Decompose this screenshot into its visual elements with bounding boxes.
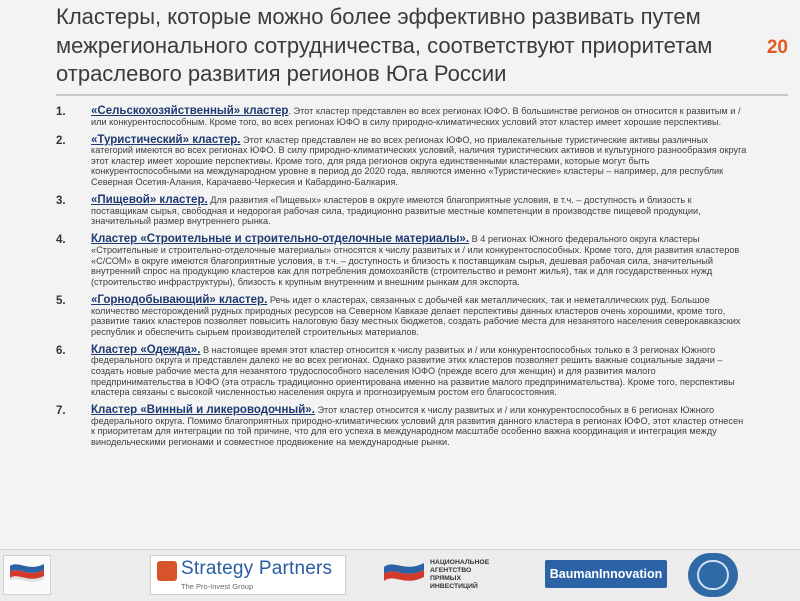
cluster-heading: Кластер «Одежда». [91, 343, 201, 356]
cluster-text [91, 295, 748, 337]
cluster-heading: «Горнодобывающий» кластер. [91, 293, 268, 306]
napi-text: НАЦИОНАЛЬНОЕ АГЕНТСТВО ПРЯМЫХ ИНВЕСТИЦИЙ [430, 559, 490, 590]
cluster-item [56, 195, 748, 227]
cluster-body: В настоящее время этот кластер относится к числу развитых и / или конкурентоспособных только в 3 регионах Южного федерального округа и представлен далеко не во всех регионах. Однако развитие этих кластеров позволяет решить важные социальные задачи – создать новые рабочие места для незанятого трудоспособного населения ЮФО (прежде всего для женщин) и для развития малого предпринимательства в ЮФО (эта отрасль традиционно ориентирована именно на развитие малого предпринимательства). Кроме того, перспективы кластера связаны с высокой численностью населения округа и прогнозируемым ростом его благосостояния. [91, 344, 735, 398]
cluster-text [91, 135, 748, 188]
cluster-item [56, 295, 748, 337]
cluster-text [91, 106, 748, 127]
strategy-partners-logo [150, 555, 346, 595]
cluster-item [56, 345, 748, 398]
slide-title: Кластеры, которые можно более эффективно развивать путем межрегионального сотрудничества, соответствуют приоритетам отраслевого развития регионов Юга России [56, 4, 713, 86]
cluster-number: 2. [56, 134, 66, 147]
cluster-heading: Кластер «Строительные и строительно-отделочные материалы». [91, 233, 470, 246]
napi-logo [382, 555, 514, 595]
cluster-text [91, 234, 748, 287]
partner-flag-logo [3, 555, 51, 595]
cluster-number: 5. [56, 294, 66, 307]
cluster-number: 6. [56, 344, 66, 357]
bauman-innovation-logo: BaumanInnovation [545, 560, 667, 588]
footer-logos [0, 549, 800, 601]
seal-ring-icon [697, 560, 729, 590]
cluster-text [91, 405, 748, 447]
cluster-body: Этот кластер представлен не во всех регионах ЮФО, но привлекательные туристические активы различных категорий имеются во всех регионах ЮФО. В силу природно-климатических условий, наличия туристических активов и культурного разнообразия округа этот кластер имеет хорошие перспективы. Кроме того, для ряда регионов округа единственными кластерами, которые могут быть конкурентоспособными на международном уровне в период до 2020 года, являются именно «Туристические» кластеры – например, для республик Северная Осетия-Алания, Карачаево-Черкесия и Кабардино-Балкария. [91, 134, 747, 188]
napi-flag-icon [382, 557, 426, 591]
cluster-item [56, 405, 748, 447]
cluster-heading: «Туристический» кластер. [91, 133, 241, 146]
cluster-heading: «Сельскохозяйственный» кластер [91, 105, 289, 117]
flag-icon [4, 556, 50, 594]
cluster-body: Для развития «Пищевых» кластеров в округе имеются благоприятные условия, в т.ч. – доступность и близость к поставщикам сырья, свободная и недорогая рабочая сила, традиционно развитые местные компетенции в производстве пищевой продукции, значительный размер внутреннего рынка. [91, 195, 701, 227]
cluster-body: Речь идет о кластерах, связанных с добычей как металлических, так и неметаллических руд. Большое количество месторождений рудных природных ресурсов на Северном Кавказе делает перспективы данных кластеров очень хорошими, кроме того, развитие таких кластеров позволяет повысить налоговую базу местных бюджетов, создать рабочие места для незанятого населения северокавказских республик и обеспечить сырьем производителей строительных материалов. [91, 294, 741, 337]
cluster-item [56, 234, 748, 287]
strategy-partners-name: Strategy Partners [181, 558, 333, 579]
page-number: 20 [766, 37, 788, 58]
cluster-body: В 4 регионах Южного федерального округа кластеры «Строительные и строительно-отделочные материалы» относятся к числу развитых и / или конкурентоспособных. Кроме того, для развития кластеров «С/СОМ» в округе имеются благоприятные условия, в т.ч. – доступность и близость к поставщикам сырья, дешевая рабочая сила, значительный внутренний спрос на продукцию кластеров как для потребления домохозяйств (строительство и ремонт жилья), так и для государственных нужд (строительство инфраструктуры), близость к крупным внутренним и внешним рынкам для экспорта. [91, 234, 740, 287]
university-seal-logo [688, 553, 738, 597]
strategy-partners-mark-icon [157, 561, 177, 581]
cluster-item [56, 106, 748, 127]
cluster-heading: «Пищевой» кластер. [91, 194, 208, 207]
cluster-body: . Этот кластер представлен во всех регионах ЮФО. В большинстве регионов он относится к развитым и / или конкурентоспособным. Кроме того, во всех регионах ЮФО в силу природно-климатических условий этот кластер имеет хорошие перспективы. [91, 106, 741, 127]
strategy-partners-subtitle: The Pro-Invest Group [181, 582, 254, 591]
cluster-number: 4. [56, 234, 66, 247]
cluster-number: 1. [56, 106, 66, 118]
cluster-number: 3. [56, 195, 66, 208]
cluster-text [91, 345, 748, 398]
title-divider [56, 94, 788, 96]
cluster-heading: Кластер «Винный и ликероводочный». [91, 404, 315, 417]
cluster-item [56, 135, 748, 188]
cluster-text [91, 195, 748, 227]
cluster-number: 7. [56, 405, 66, 418]
cluster-list [56, 106, 748, 455]
cluster-body: Этот кластер относится к числу развитых и / или конкурентоспособных в 6 регионах Южного федерального округа. Помимо благоприятных природно-климатических условий для развития данного кластера в регионах ЮФО, этот кластер отнесен к приоритетам для интеграции по той причине, что для его успеха в международном масштабе особенно важна координация и интеграция между винодельческими регионами и совместное продвижение на международные рынки. [91, 405, 744, 448]
